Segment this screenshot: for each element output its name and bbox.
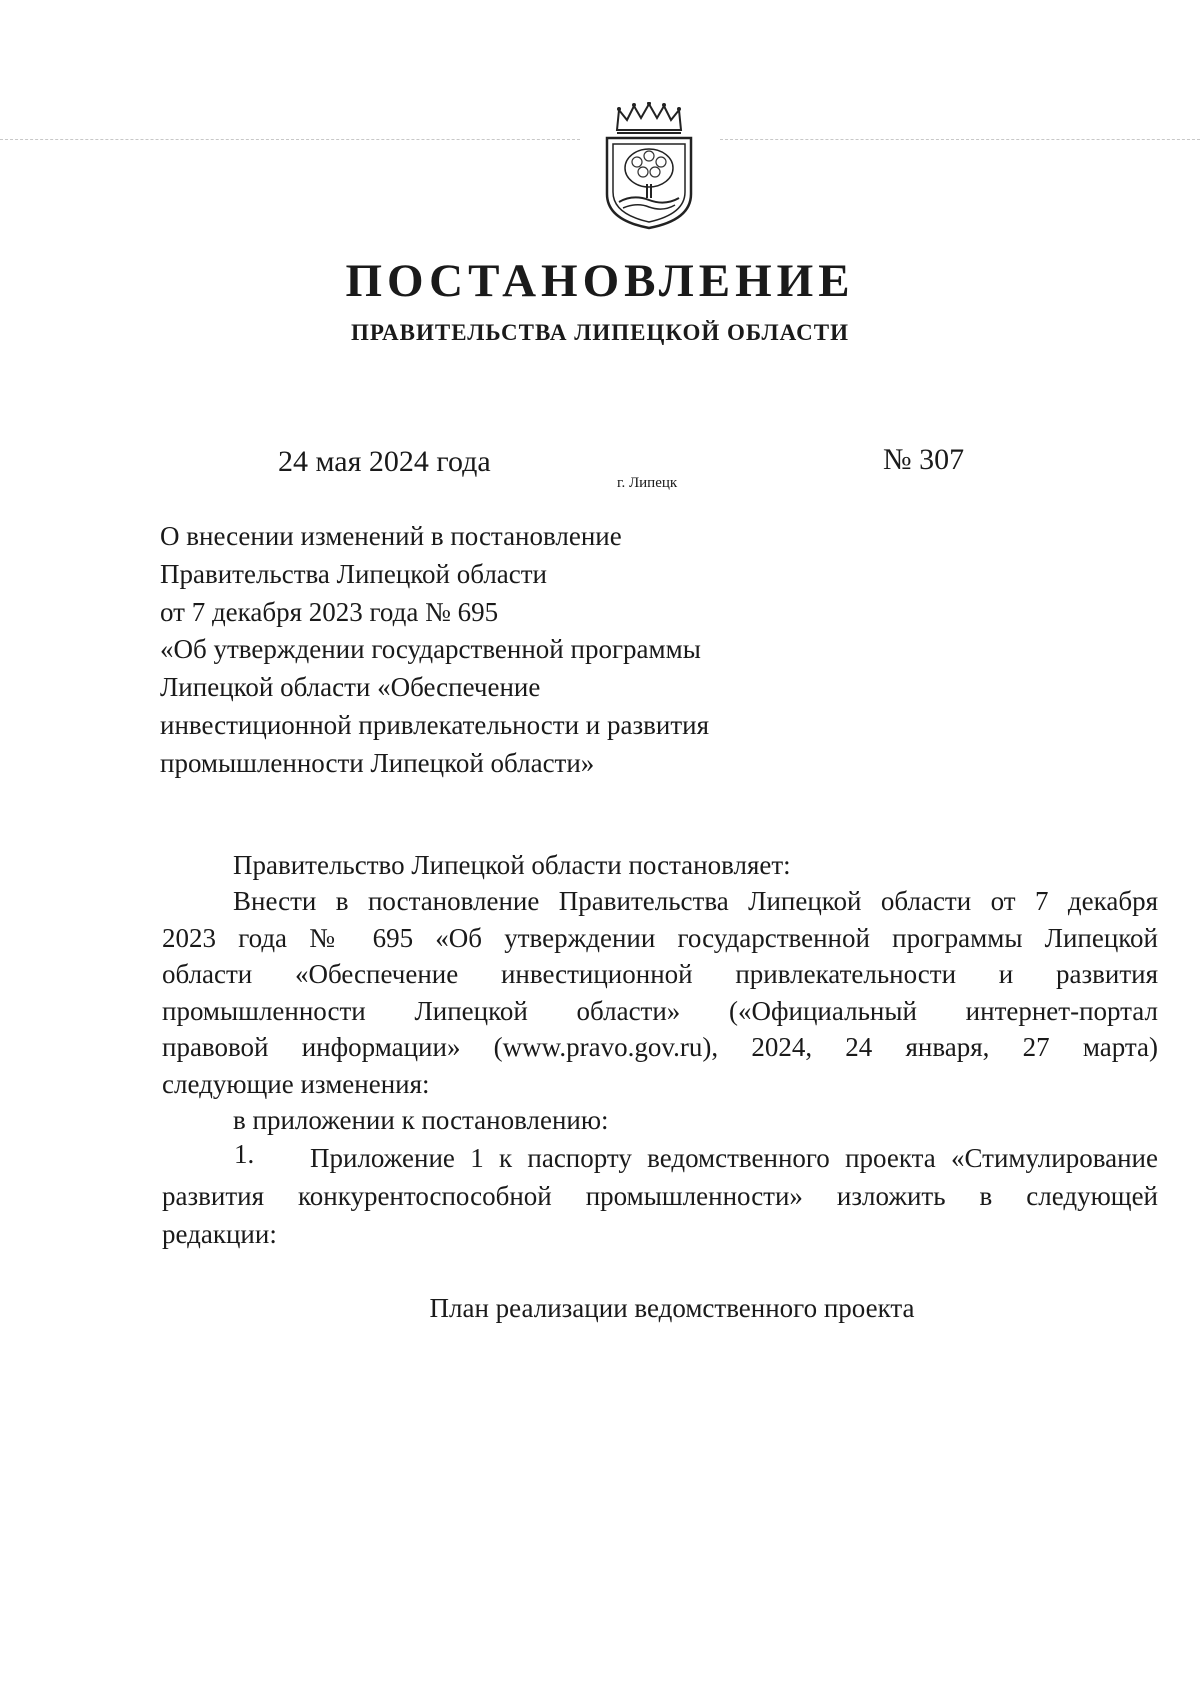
subject-line: «Об утверждении государственной программы (160, 634, 701, 665)
subject-line: от 7 декабря 2023 года № 695 (160, 596, 499, 627)
subject-line: Липецкой области «Обеспечение (160, 672, 541, 703)
document-number: № 307 (883, 443, 965, 476)
coat-of-arms-icon (597, 102, 701, 230)
item-paragraph (162, 1139, 1158, 1253)
document-city: г. Липецк (617, 475, 678, 491)
scan-divider-right (720, 139, 1200, 140)
subject-line: промышленности Липецкой области» (160, 747, 595, 778)
plan-title: План реализации ведомственного проекта (429, 1293, 915, 1323)
document-body (162, 847, 1158, 1253)
document-date: 24 мая 2024 года (278, 445, 491, 478)
item-first-row (162, 1139, 1158, 1177)
scan-divider-left (0, 139, 580, 140)
item-line: редакции: (162, 1219, 277, 1249)
appendix-paragraph: в приложении к постановлению: (233, 1105, 609, 1135)
intro-paragraph: Правительство Липецкой области постановляет: (233, 850, 791, 880)
main-line: следующие изменения: (162, 1068, 430, 1099)
main-line: Внести в постановление Правительства Липецкой области от 7 декабря (233, 886, 1158, 916)
item-line: Приложение 1 к паспорту ведомственного проекта «Стимулирование (310, 1143, 1158, 1173)
document-title: ПОСТАНОВЛЕНИЕ (345, 255, 855, 307)
item-number: 1. (234, 1139, 255, 1169)
main-line: области «Обеспечение инвестиционной привлекательности и развития (162, 959, 1158, 989)
main-line: промышленности Липецкой области» («Официальный интернет-портал (162, 995, 1158, 1026)
main-line: правовой информации» (www.pravo.gov.ru), 2024, 24 января, 27 марта) (162, 1032, 1158, 1062)
subject-line: инвестиционной привлекательности и развития (160, 709, 710, 740)
subject-line: Правительства Липецкой области (160, 558, 548, 589)
document-issuer: ПРАВИТЕЛЬСТВА ЛИПЕЦКОЙ ОБЛАСТИ (351, 320, 849, 345)
main-line: 2023 года № 695 «Об утверждении государственной программы Липецкой (162, 922, 1158, 953)
subject-line: О внесении изменений в постановление (160, 521, 622, 551)
main-paragraph (162, 883, 1158, 1102)
item-line: развития конкурентоспособной промышленности» изложить в следующей (162, 1181, 1158, 1211)
document-subject (160, 518, 820, 783)
